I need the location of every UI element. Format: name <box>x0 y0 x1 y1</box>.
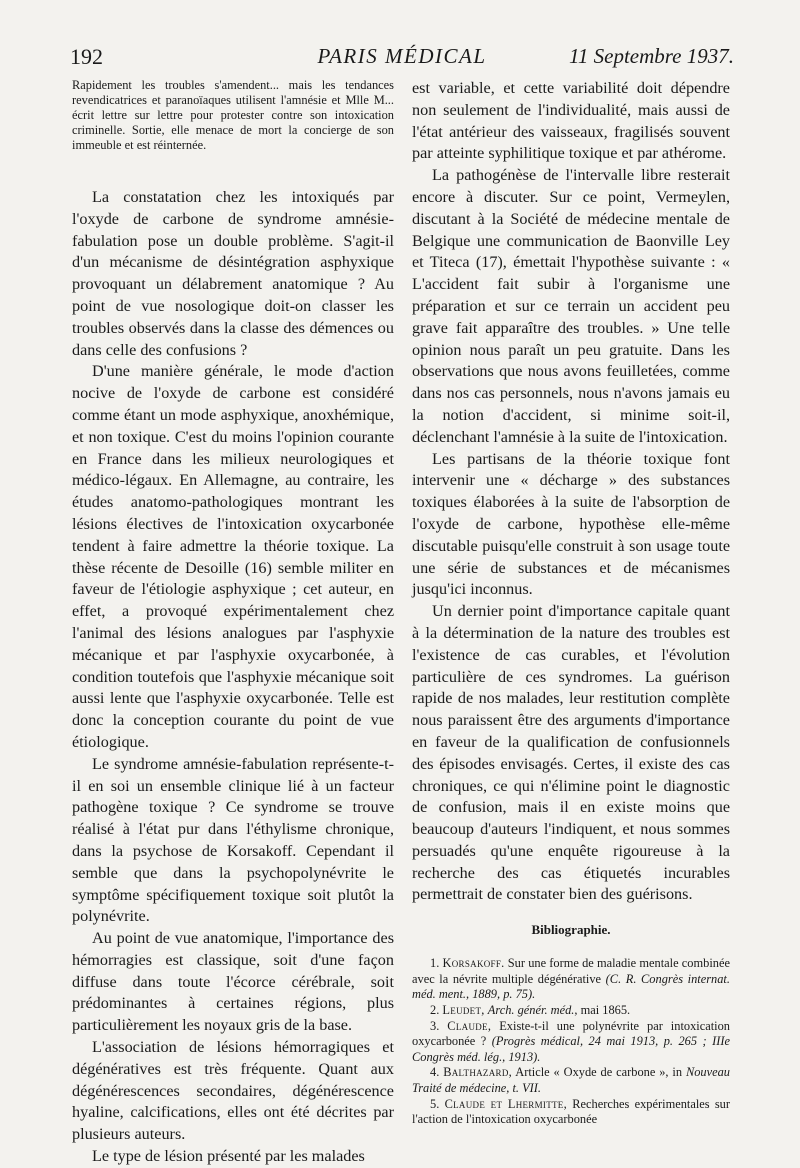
reference-author: Claude, <box>447 1018 492 1033</box>
page-header <box>70 44 734 74</box>
reference-item <box>412 1003 730 1019</box>
left-body-text <box>72 187 394 1168</box>
bibliography-list <box>412 956 730 1128</box>
reference-text: Sur une forme de maladie mentale combinée avec la névrite multiple dégénérative <box>412 956 730 986</box>
section-gap <box>72 153 394 187</box>
paragraph: L'association de lésions hémorragiques et dégénératives est très fréquente. Quant aux dégénérescences secondaires, dégénérescence hyaline, calcifications, elles ont été décrites par plusieurs auteurs. <box>72 1038 394 1144</box>
paragraph: Un dernier point d'importance capitale quant à la détermination de la nature des troubles est l'existence de cas curables, et l'évolution particulière de ces syndromes. La guérison rapide de nos malades, leur restitution complète nous paraissent être des arguments d'importance en faveur de la qualification de confusionnels des épisodes envisagés. Certes, il existe des cas chroniques, ce qui n'élimine point le diagnostic de confusion, mais il en existe moins que beaucoup d'auteurs l'indiquent, et nous sommes persuadés qu'une enquête rigoureuse à la recherche des cas étiquetés incurables permettrait de constater bien des guérisons. <box>412 602 730 904</box>
paragraph: Au point de vue anatomique, l'importance des hémorragies est classique, soit d'une façon diffuse dans toute l'écorce cérébrale, soit prédominantes à certaines régions, plus particulièrement les noyaux gris de la base. <box>72 929 394 1035</box>
case-note-paragraph: Rapidement les troubles s'amendent... mais les tendances revendicatrices et paranoïaques utilisent l'amnésie et Mlle M... écrit lettre sur lettre pour protester contre son intoxication criminelle. Sortie, elle menace de mort la concierge de son immeuble et est réinternée. <box>72 78 394 152</box>
reference-number: 2. <box>430 1003 440 1018</box>
reference-source: Nouveau Traité de médecine, t. VII. <box>412 1065 730 1096</box>
reference-number: 4. <box>430 1065 440 1080</box>
reference-text: Existe-t-il une polynévrite par intoxication oxycarbonée ? <box>412 1018 730 1049</box>
journal-title: PARIS MÉDICAL <box>317 44 487 68</box>
paragraph: La pathogénèse de l'intervalle libre resterait encore à discuter. Sur ce point, Vermeylen, discutant à la Société de médecine mentale de Belgique une communication de Baonville Ley et Titeca (17), émettait l'hypothèse suivante : « L'accident fait subir à l'organisme une préparation et sur ce terrain un accident peu grave fait apparaître des troubles. » Une telle opinion nous paraît un peu gratuite. Dans les observations que nous avons feuilletées, comme dans nos cas personnels, nous n'avons jamais eu la notion d'accident, si minime soit-il, déclenchant l'amnésie à la suite de l'intoxication. <box>412 166 730 446</box>
paragraph: La constatation chez les intoxiqués par l'oxyde de carbone de syndrome amnésie-fabulation pose un double problème. S'agit-il d'un mécanisme de désintégration asphyxique provoquant un délabrement anatomique ? Au point de vue nosologique doit-on classer les troubles observés dans la classe des démences ou dans celle des confusions ? <box>72 188 394 359</box>
reference-item <box>412 1097 730 1128</box>
reference-author: Leudet, <box>442 1003 485 1018</box>
reference-text: Article « Oxyde de carbone », in <box>515 1065 683 1080</box>
reference-number: 3. <box>430 1018 440 1033</box>
reference-author: Korsakoff. <box>442 956 505 971</box>
paragraph: est variable, et cette variabilité doit dépendre non seulement de l'individualité, mais aussi de l'état antérieur des vaisseaux, fragilisés souvent par atteinte syphilitique toxique et par athérome. <box>412 79 730 163</box>
reference-text: Recherches expérimentales sur l'action de l'intoxication oxycarbonée <box>412 1096 730 1127</box>
paragraph: Le type de lésion présenté par les malades <box>92 1147 365 1166</box>
page-number: 192 <box>70 44 103 69</box>
reference-author: Balthazard, <box>443 1065 513 1080</box>
reference-source: (C. R. Congrès internat. méd. ment., 1889, p. 75). <box>412 971 730 1002</box>
reference-text: , mai 1865. <box>574 1003 631 1018</box>
right-body-text <box>412 78 730 906</box>
reference-item <box>412 1065 730 1096</box>
reference-number: 1. <box>430 956 440 971</box>
paragraph: Le syndrome amnésie-fabulation représente-t-il en soi un ensemble clinique lié à un facteur pathogène toxique ? Ce syndrome se trouve réalisé à l'état pur dans l'éthylisme chronique, dans la psychose de Korsakoff. Cependant il semble que dans la psychopolynévrite le symptôme spécifiquement toxique soit plutôt la polynévrite. <box>72 754 394 926</box>
reference-item <box>412 1019 730 1066</box>
reference-author: Claude et Lhermitte, <box>444 1096 567 1111</box>
paragraph: Les partisans de la théorie toxique font intervenir une « décharge » des substances toxiques élaborées à la suite de l'absorption de l'oxyde de carbone, hypothèse elle-même discutable puisqu'elle construit à son usage toute une série de substances et de mécanismes jusqu'ici inconnus. <box>412 449 730 599</box>
issue-date: 11 Septembre 1937. <box>568 44 734 68</box>
bibliography-heading: Bibliographie. <box>531 922 611 938</box>
reference-source: (Progrès médical, 24 mai 1913, p. 265 ; IIIe Congrès méd. lég., 1913). <box>412 1034 730 1064</box>
left-column <box>72 78 394 1168</box>
right-column <box>412 78 730 1128</box>
reference-source: Arch. génér. méd. <box>487 1003 575 1018</box>
reference-item <box>412 956 730 1003</box>
paragraph: D'une manière générale, le mode d'action nocive de l'oxyde de carbone est considéré comme étant un mode asphyxique, anoxhémique, et non toxique. C'est du moins l'opinion courante en France dans les milieux neurologiques et médico-légaux. En Allemagne, au contraire, les études anatomo-pathologiques montrant les lésions électives de l'intoxication oxycarbonée tendent à faire admettre la théorie toxique. La thèse récente de Desoille (16) semble militer en faveur de l'étiologie asphyxique ; cet auteur, en effet, a provoqué expérimentalement chez l'animal des lésions analogues par l'asphyxie mécanique et par l'asphyxie oxycarbonée, à condition toutefois que l'asphyxie mécanique soit aussi lente que l'asphyxie oxycarbonée. Telle est donc la conception courante du point de vue étiologique. <box>72 362 394 751</box>
reference-number: 5. <box>430 1096 440 1111</box>
